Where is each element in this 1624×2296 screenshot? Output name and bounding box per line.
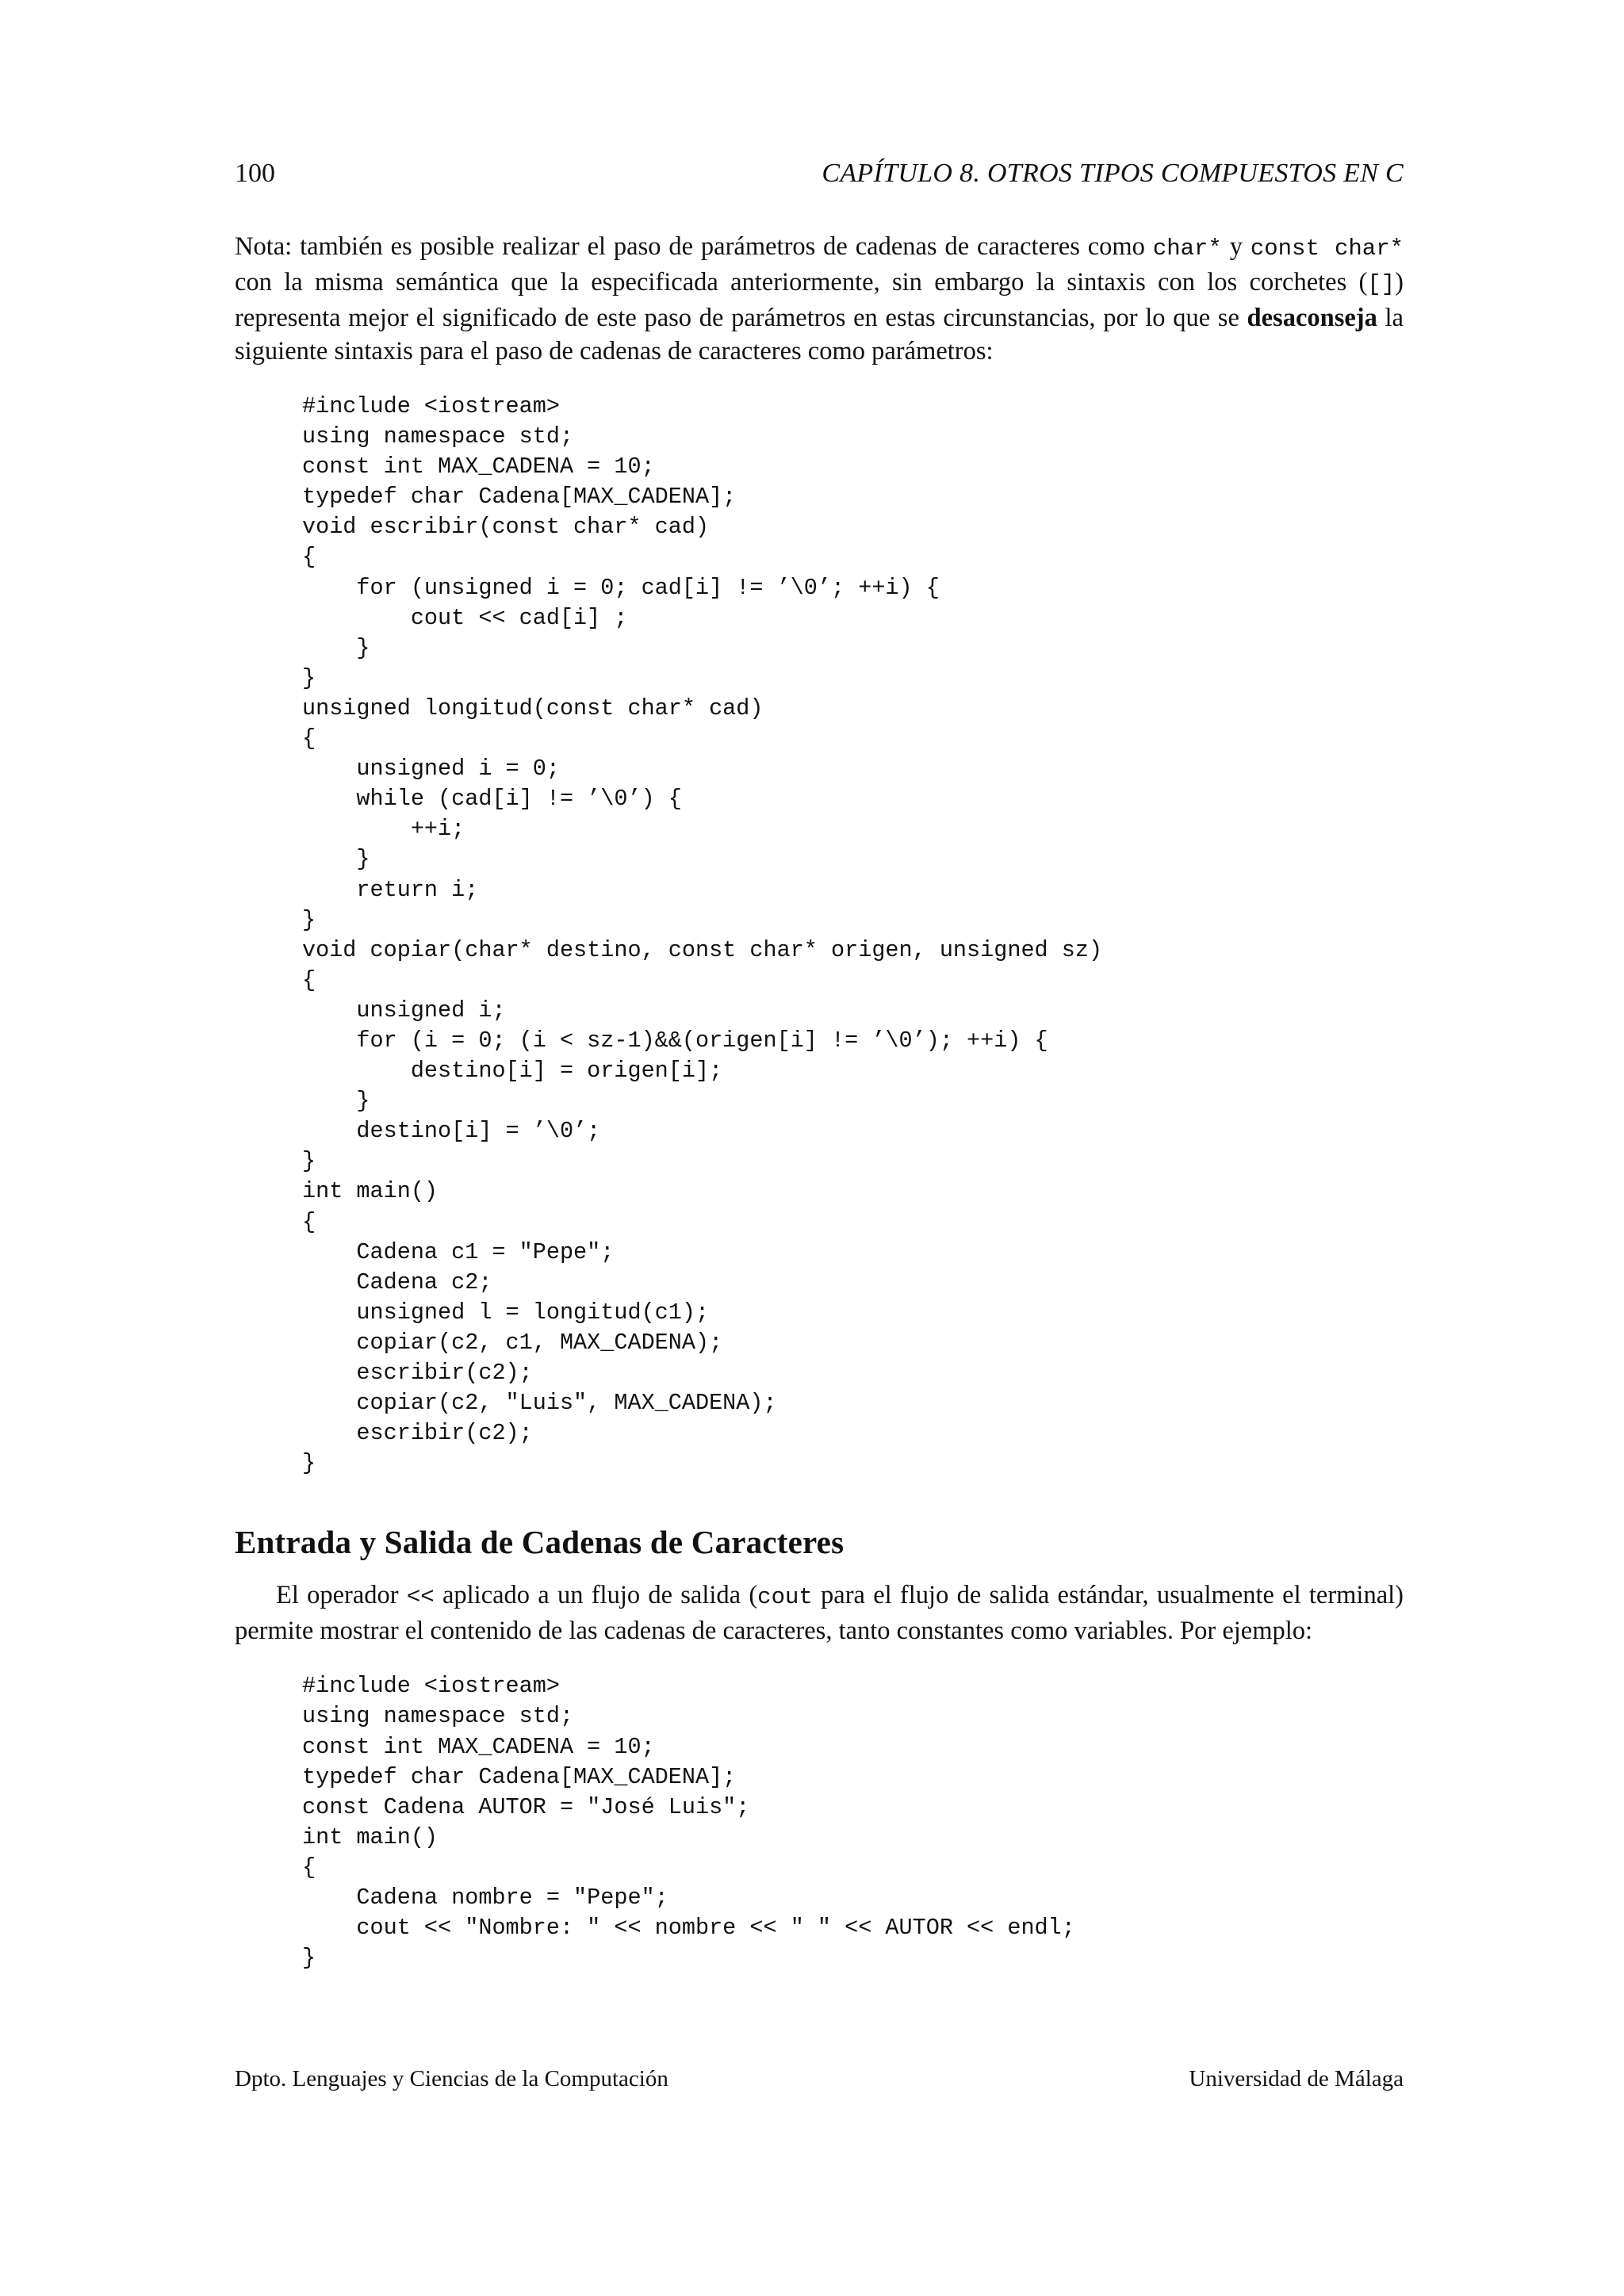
page-body	[235, 151, 1404, 1973]
intro-text: aplicado a un flujo de salida (	[434, 1581, 758, 1610]
note-text: Nota: también es posible realizar el paso de parámetros de cadenas de caracteres como	[235, 232, 1153, 261]
code-listing-output-example: #include <iostream> using namespace std; const int MAX_CADENA = 10; typedef char Cadena[MAX_CADENA]; const Cadena AUTOR = "José Luis"; int main() { Cadena nombre = "Pepe"; cout << "Nombre: " << nombre << " " << AUTOR << endl; }	[302, 1673, 1075, 1972]
page-number: 100	[235, 159, 275, 188]
note-text: y	[1221, 232, 1251, 261]
note-paragraph	[235, 230, 1404, 368]
inline-code: char*	[1152, 235, 1222, 262]
inline-code: cout	[757, 1584, 813, 1611]
chapter-title: CAPÍTULO 8. OTROS TIPOS COMPUESTOS EN C	[822, 159, 1404, 188]
inline-code: const char*	[1250, 235, 1404, 262]
note-text: con la misma semántica que la especificada anteriormente, sin embargo la sintaxis con los corchetes (	[235, 268, 1368, 297]
intro-text: El operador	[276, 1581, 407, 1610]
emphasis-text: desaconseja	[1247, 304, 1377, 332]
note-text: la siguiente sintaxis para el paso de cadenas de caracteres como parámetros:	[235, 304, 1404, 365]
section-heading: Entrada y Salida de Cadenas de Caracteres	[235, 1524, 845, 1561]
running-header	[235, 151, 1404, 198]
note-text: ) representa mejor el significado de este paso de parámetros en estas circunstancias, por lo que se	[235, 268, 1404, 332]
page-footer	[235, 2066, 1404, 2098]
footer-department: Dpto. Lenguajes y Ciencias de la Computación	[235, 2066, 668, 2091]
code-listing-string-functions: #include <iostream> using namespace std; const int MAX_CADENA = 10; typedef char Cadena[MAX_CADENA]; void escribir(const char* cad) { for (unsigned i = 0; cad[i] != ’\0’; ++i) { cout << cad[i] ; } } unsigned longitud(const char* cad) { unsigned i = 0; while (cad[i] != ’\0’) { ++i; } return i; } void copiar(char* destino, const char* origen, unsigned sz) { unsigned i; for (i = 0; (i < sz-1)&&(origen[i] != ’\0’); ++i) { destino[i] = origen[i]; } destino[i] = ’\0’; } int main() { Cadena c1 = "Pepe"; Cadena c2; unsigned l = longitud(c1); copiar(c2, c1, MAX_CADENA); escribir(c2); copiar(c2, "Luis", MAX_CADENA); escribir(c2); }	[302, 393, 1103, 1477]
inline-code: []	[1367, 271, 1396, 297]
intro-text: para el flujo de salida estándar, usualmente el terminal) permite mostrar el contenido de las cadenas de caracteres, tanto constantes como variables. Por ejemplo:	[235, 1581, 1404, 1646]
footer-university: Universidad de Málaga	[1189, 2066, 1404, 2091]
section-intro-paragraph	[235, 1578, 1404, 1647]
inline-code: <<	[406, 1584, 435, 1611]
